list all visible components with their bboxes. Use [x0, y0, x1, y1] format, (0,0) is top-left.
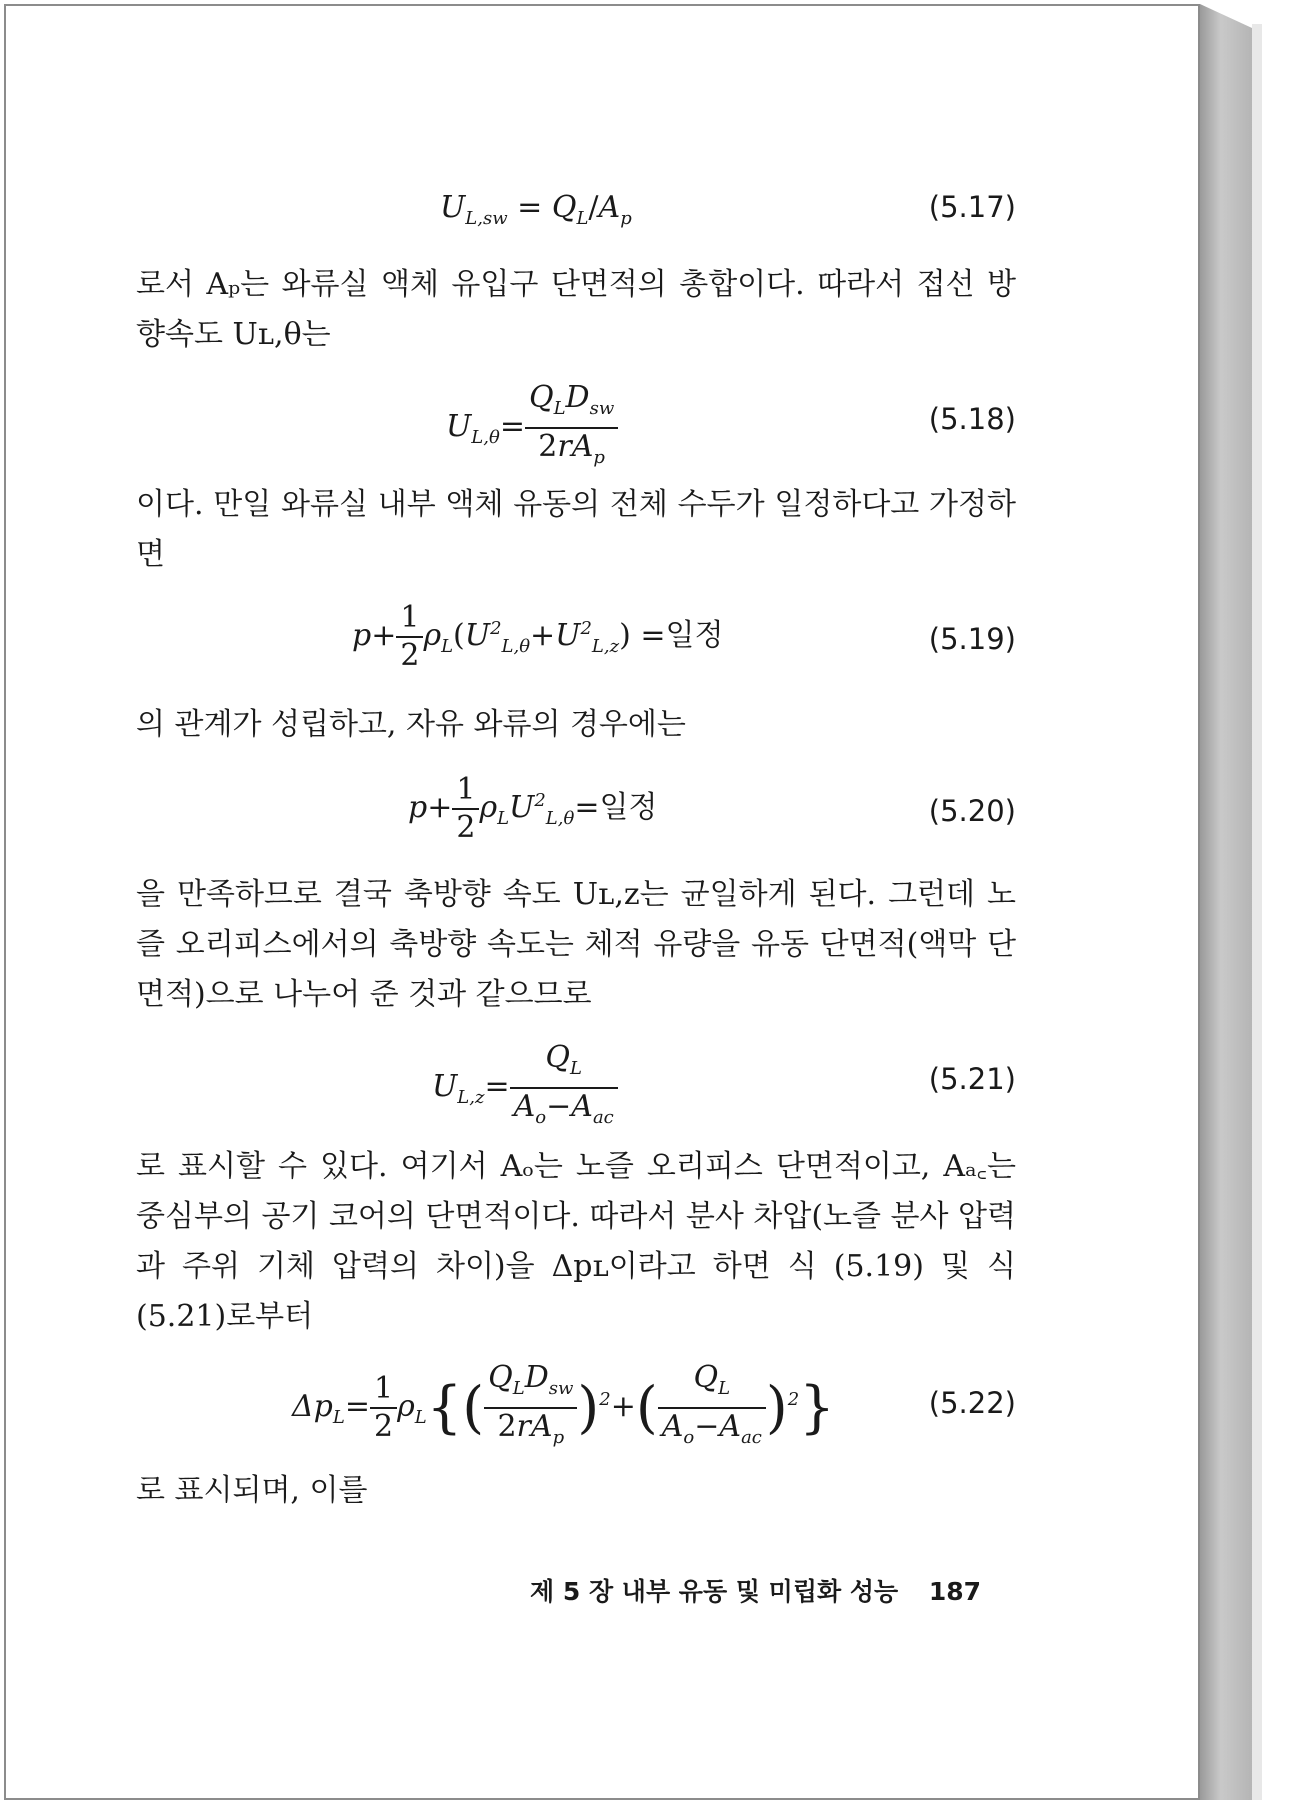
page-number: 187	[928, 1577, 982, 1606]
running-footer	[530, 1572, 981, 1608]
chapter-title: 제 5 장 내부 유동 및 미립화 성능	[530, 1577, 899, 1606]
constant-word: 일정	[665, 618, 724, 653]
equation-body: $U_{L,sw} = Q_L/A_p$	[440, 190, 632, 229]
paragraph-3: 의 관계가 성립하고, 자유 와류의 경우에는	[136, 707, 686, 742]
page-shadow	[1252, 24, 1262, 1800]
equation-number: (5.19)	[928, 622, 1016, 656]
equation-number: (5.18)	[928, 402, 1016, 436]
book-spine	[1200, 4, 1252, 1800]
equation-number: (5.20)	[928, 794, 1016, 828]
equation-5-19	[136, 600, 1016, 684]
equation-number: (5.21)	[928, 1062, 1016, 1096]
paragraph-2: 이다. 만일 와류실 내부 액체 유동의 전체 수두가 일정하다고 가정하면	[136, 487, 1016, 572]
constant-word: 일정	[599, 790, 658, 825]
equation-5-20	[136, 772, 1016, 856]
equation-body: p+ $\frac{1}{2}$ $\rho_L(U^2_{L,\theta}+U^2_{L,z})$ =일정	[352, 600, 724, 673]
paragraph-6: 로 표시되며, 이를	[136, 1473, 368, 1508]
equation-body: $U_{L,\theta}=$ $\frac{Q_LD_{sw}}{2rA_p}$	[446, 380, 618, 476]
equation-5-17	[136, 190, 1016, 250]
equation-5-21	[136, 1040, 1016, 1128]
paragraph-5: 로 표시할 수 있다. 여기서 Aₒ는 노즐 오리피스 단면적이고, Aₐ꜀는 중심부의 공기 코어의 단면적이다. 따라서 분사 차압(노즐 분사 압력과 주위 기체 압력의 차이)을 Δpʟ이라고 하면 식 (5.19) 및 식 (5.21)로부터	[136, 1149, 1016, 1334]
equation-number: (5.17)	[928, 190, 1016, 224]
equation-body: $\Delta p_L=$ $\frac{1}{2}$ $\rho_L${( $\frac{Q_LD_{sw}}{2rA_p}$ )$^2$+( $\frac{Q_L}{A_o-A_{ac}}$ )$^2$}	[292, 1360, 835, 1448]
paragraph-1: 로서 Aₚ는 와류실 액체 유입구 단면적의 총합이다. 따라서 접선 방향속도 Uʟ,θ는	[136, 267, 1016, 352]
equation-5-18	[136, 380, 1016, 468]
paragraph-4: 을 만족하므로 결국 축방향 속도 Uʟ,z는 균일하게 된다. 그런데 노즐 오리피스에서의 축방향 속도는 체적 유량을 유동 단면적(액막 단면적)으로 나누어 준 것과 같으므로	[136, 877, 1016, 1012]
equation-body: p+ $\frac{1}{2}$ $\rho_LU^2_{L,\theta}=$일정	[408, 772, 658, 845]
equation-number: (5.22)	[928, 1386, 1016, 1420]
equation-5-22	[136, 1360, 1016, 1450]
equation-body: $U_{L,z}=$ $\frac{Q_L}{A_o-A_{ac}}$	[432, 1040, 618, 1136]
